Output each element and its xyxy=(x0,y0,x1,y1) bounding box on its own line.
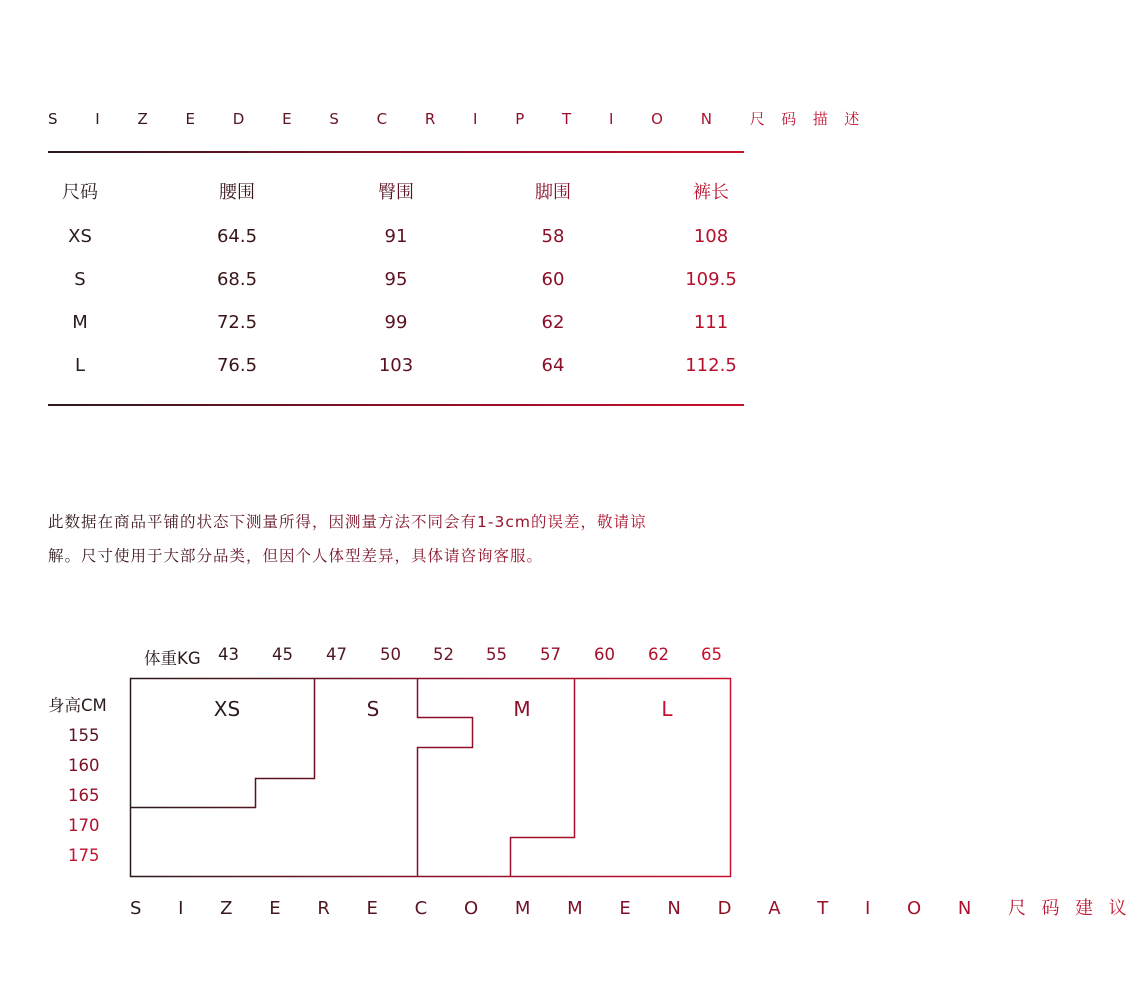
measurement-note-line1: 此数据在商品平铺的状态下测量所得，因测量方法不同会有1-3cm的误差，敬请谅 xyxy=(48,506,748,538)
size-description-heading: S I Z E D E S C R I P T I O N 尺码描述 xyxy=(48,110,876,128)
table-cell: 58 xyxy=(541,226,565,247)
table-cell: 112.5 xyxy=(685,355,737,376)
weight-axis-label: 体重KG xyxy=(144,649,201,668)
table-cell: 99 xyxy=(384,312,408,333)
height-tick: 165 xyxy=(68,786,100,805)
table-cell: 62 xyxy=(541,312,565,333)
table-cell: 111 xyxy=(693,312,729,333)
zone-label-s: S xyxy=(366,697,380,721)
table-cell: M xyxy=(72,312,88,333)
zone-label-l: L xyxy=(661,697,673,721)
table-cell: 60 xyxy=(541,269,565,290)
table-cell: L xyxy=(74,355,86,376)
table-cell: XS xyxy=(68,226,92,247)
weight-tick: 60 xyxy=(594,645,615,664)
weight-tick: 47 xyxy=(326,645,347,664)
col-header-waist: 腰围 xyxy=(219,182,255,203)
weight-tick: 62 xyxy=(648,645,669,664)
table-cell: 72.5 xyxy=(216,312,258,333)
height-tick: 155 xyxy=(68,726,100,745)
table-cell: 95 xyxy=(384,269,408,290)
table-cell: 64.5 xyxy=(216,226,258,247)
weight-tick: 45 xyxy=(272,645,293,664)
zone-label-xs: XS xyxy=(213,697,241,721)
weight-tick: 52 xyxy=(433,645,454,664)
table-cell: S xyxy=(74,269,86,290)
height-tick: 175 xyxy=(68,846,100,865)
col-header-length: 裤长 xyxy=(693,182,729,203)
height-tick: 160 xyxy=(68,756,100,775)
zone-label-m: M xyxy=(513,697,531,721)
col-header-size: 尺码 xyxy=(62,182,98,203)
table-cell: 68.5 xyxy=(216,269,258,290)
table-cell: 103 xyxy=(378,355,414,376)
height-axis-label: 身高CM xyxy=(48,696,107,715)
col-header-hip: 臀围 xyxy=(378,182,414,203)
weight-tick: 65 xyxy=(701,645,722,664)
measurement-note-line2: 解。尺寸使用于大部分品类，但因个人体型差异，具体请咨询客服。 xyxy=(48,540,748,572)
table-cell: 76.5 xyxy=(216,355,258,376)
col-header-ankle: 脚围 xyxy=(535,182,571,203)
weight-tick: 43 xyxy=(218,645,239,664)
size-recommendation-footer: S I Z E R E C O M M E N D A T I O N 尺码建议 xyxy=(130,894,1142,920)
height-tick: 170 xyxy=(68,816,100,835)
s-m-boundary xyxy=(418,679,473,877)
weight-tick: 57 xyxy=(540,645,561,664)
table-cell: 108 xyxy=(693,226,729,247)
table-cell: 64 xyxy=(541,355,565,376)
table-cell: 91 xyxy=(384,226,408,247)
weight-tick: 50 xyxy=(380,645,401,664)
table-cell: 109.5 xyxy=(685,269,737,290)
weight-tick: 55 xyxy=(486,645,507,664)
